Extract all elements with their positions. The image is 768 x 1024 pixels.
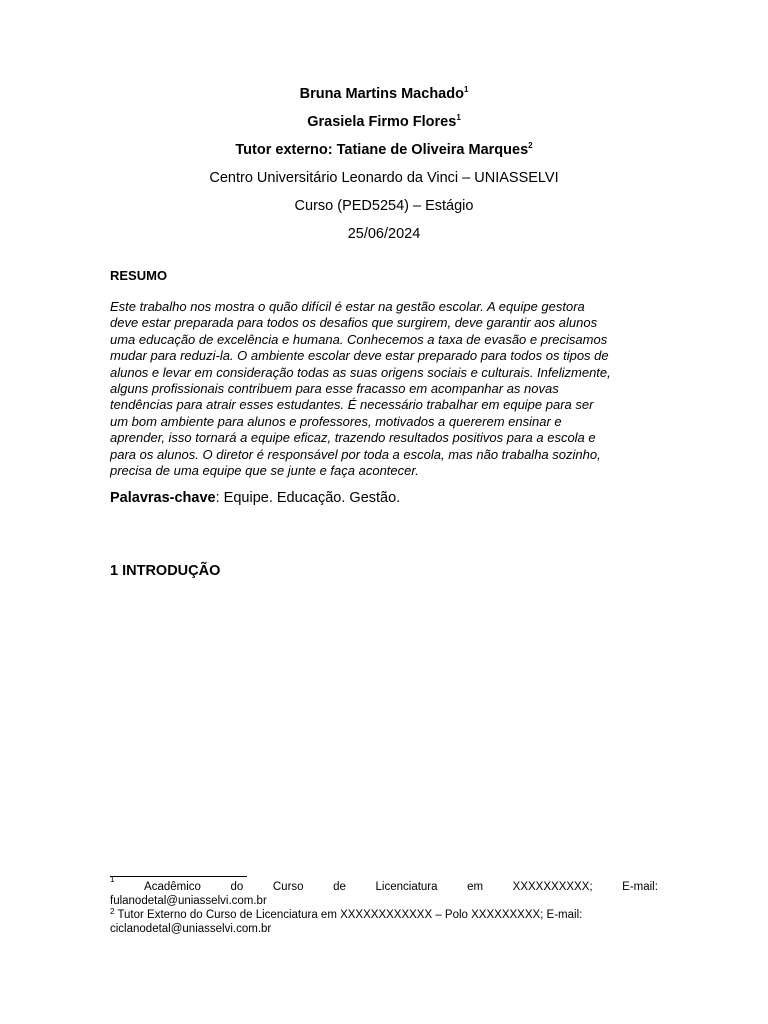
keywords-value: : Equipe. Educação. Gestão. [215,490,401,506]
abstract-line: alguns profissionais contribuem para esse fracasso em acompanhar as novas [110,381,559,397]
course-line: Curso (PED5254) – Estágio [294,198,474,214]
author-2-name: Grasiela Firmo Flores [307,114,457,130]
abstract-line: um bom ambiente para alunos e professores, motivados a quererem ensinar e [110,413,562,429]
tutor-line [0,141,768,159]
abstract-line: precisa de uma equipe que se junte e faça acontecer. [110,463,419,479]
abstract-line: deve estar preparada para todos os desafios que surgirem, deve garantir aos alunos [110,315,598,331]
author-1-name: Bruna Martins Machado [299,86,464,102]
footnote-word: em [467,881,484,893]
footnote-word: de [333,881,346,893]
abstract-line: aprender, isso tornará a equipe eficaz, trazendo resultados positivos para a escola e [110,430,596,446]
tutor-footnote-mark: 2 [528,141,533,150]
keywords-label: Palavras-chave [110,490,216,506]
footnote-2 [110,908,658,936]
footnote-1 [110,875,658,908]
abstract-line: para os alunos. O diretor é responsável por toda a escola, mas não trabalha sozinho, [110,446,601,462]
footnote-1-line-1 [110,875,658,894]
footnote-1-email: fulanodetal@uniasselvi.com.br [110,895,267,907]
footnote-2-mark: 2 [110,907,115,916]
footnote-word: Acadêmico [144,881,201,893]
resumo-heading: RESUMO [110,268,168,283]
abstract-paragraph [110,299,658,479]
footnote-word: Licenciatura [375,881,438,893]
footnote-word: E-mail: [622,881,658,893]
author-2 [0,113,768,131]
footnote-word: do [230,881,244,893]
footnote-2-text: Tutor Externo do Curso de Licenciatura em XXXXXXXXXXXX – Polo XXXXXXXXX; E-mail: [114,909,583,921]
footnote-1-mark: 1 [110,875,115,884]
tutor-name: Tutor externo: Tatiane de Oliveira Marques [235,142,529,158]
abstract-line: Este trabalho nos mostra o quão difícil é estar na gestão escolar. A equipe gestora [110,299,585,314]
footnote-separator [110,876,247,877]
footnote-word: Curso [272,881,304,893]
institution-line: Centro Universitário Leonardo da Vinci – UNIASSELVI [209,170,559,186]
introduction-heading: 1 INTRODUÇÃO [110,563,221,579]
author-1 [0,85,768,103]
abstract-line: alunos e levar em consideração todas as suas origens sociais e culturais. Infelizmente, [110,364,611,380]
keywords-line [110,489,400,507]
footnote-2-email: ciclanodetal@uniasselvi.com.br [110,923,272,935]
author-1-footnote-mark: 1 [463,85,469,94]
date-line: 25/06/2024 [347,226,421,242]
abstract-line: mudar para reduzi-la. O ambiente escolar deve estar preparado para todos os tipos de [110,348,609,364]
footnote-2-line-1 [110,908,658,922]
abstract-line: tendências para atrair esses estudantes. É necessário trabalhar em equipe para ser [110,397,594,413]
abstract-line: uma educação de excelência e humana. Conhecemos a taxa de evasão e precisamos [110,331,608,347]
author-2-footnote-mark: 1 [456,113,461,122]
footnote-word: XXXXXXXXXX; [512,881,593,893]
